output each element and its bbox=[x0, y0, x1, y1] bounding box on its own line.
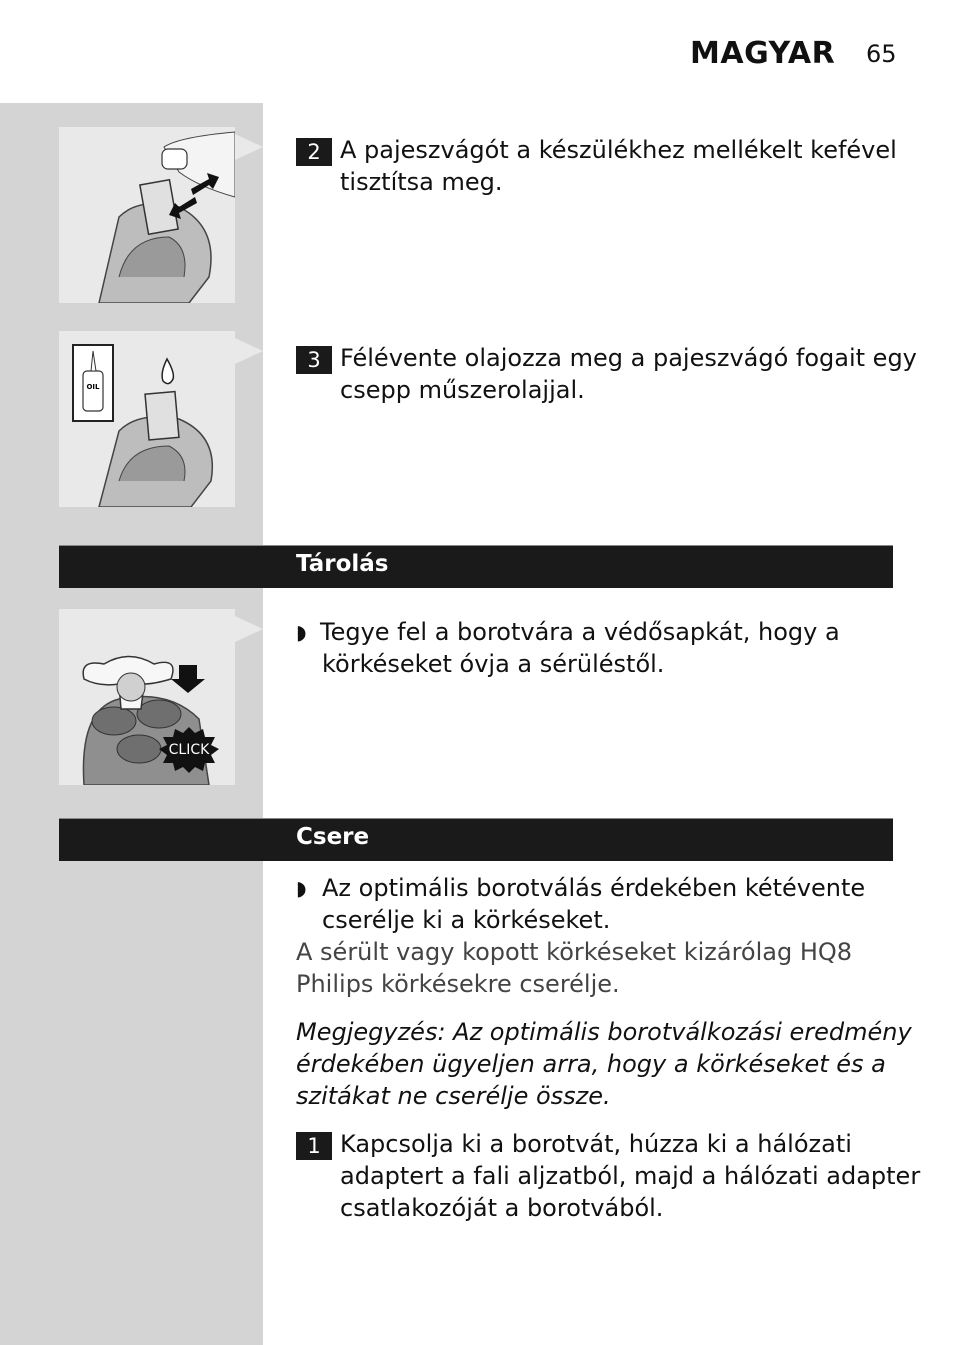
replacement-note-line1: Megjegyzés: Az optimális borotválkozási eredmény bbox=[296, 1018, 912, 1046]
storage-bullet-line1: Tegye fel a borotvára a védősapkát, hogy a bbox=[320, 618, 840, 646]
step-3-text-line1: Félévente olajozza meg a pajeszvágó fogait egy bbox=[340, 344, 917, 372]
step-2-text-line1: A pajeszvágót a készülékhez mellékelt kefével bbox=[340, 136, 897, 164]
replacement-note-line3: szitákat ne cserélje össze. bbox=[296, 1082, 611, 1110]
replacement-bullet-line1: Az optimális borotválás érdekében kétévente bbox=[322, 874, 866, 902]
illustration-pointer bbox=[235, 134, 263, 160]
storage-bullet-line2: körkéseket óvja a sérüléstől. bbox=[322, 650, 665, 678]
illustration-oiling bbox=[59, 331, 235, 507]
click-label: CLICK bbox=[168, 742, 210, 758]
illustration-brush-cleaning bbox=[59, 127, 235, 303]
step-3-text-line2: csepp műszerolajjal. bbox=[340, 376, 585, 404]
step-1-text-line1: Kapcsolja ki a borotvát, húzza ki a hálózati bbox=[340, 1130, 852, 1158]
step-1-text-line2: adaptert a fali aljzatból, majd a hálózati adapter bbox=[340, 1162, 921, 1190]
step-2-text-line2: tisztítsa meg. bbox=[340, 168, 503, 196]
section-title-storage: Tárolás bbox=[296, 551, 389, 577]
page-number: 65 bbox=[866, 40, 897, 68]
replacement-note-line2: érdekében ügyeljen arra, hogy a körkéseket és a bbox=[296, 1050, 886, 1078]
section-header-storage bbox=[59, 545, 893, 588]
triangle-bullet-icon: ◗ bbox=[296, 620, 307, 644]
step-2-number: 2 bbox=[296, 138, 332, 166]
step-3-number: 3 bbox=[296, 346, 332, 374]
section-header-replacement bbox=[59, 818, 893, 861]
step-1-number: 1 bbox=[296, 1132, 332, 1160]
oil-bottle-label: OIL bbox=[86, 383, 100, 391]
header-language: MAGYAR bbox=[690, 36, 836, 71]
step-1-text-line3: csatlakozóját a borotvából. bbox=[340, 1194, 664, 1222]
section-title-replacement: Csere bbox=[296, 824, 370, 850]
replacement-info-line1: A sérült vagy kopott körkéseket kizárólag HQ8 bbox=[296, 938, 853, 966]
illustration-pointer bbox=[235, 338, 263, 364]
illustration-protection-cap bbox=[59, 609, 235, 785]
triangle-bullet-icon: ◗ bbox=[296, 876, 307, 900]
illustration-pointer bbox=[235, 616, 263, 642]
replacement-info-line2: Philips körkésekre cserélje. bbox=[296, 970, 620, 998]
replacement-bullet-line2: cserélje ki a körkéseket. bbox=[322, 906, 611, 934]
